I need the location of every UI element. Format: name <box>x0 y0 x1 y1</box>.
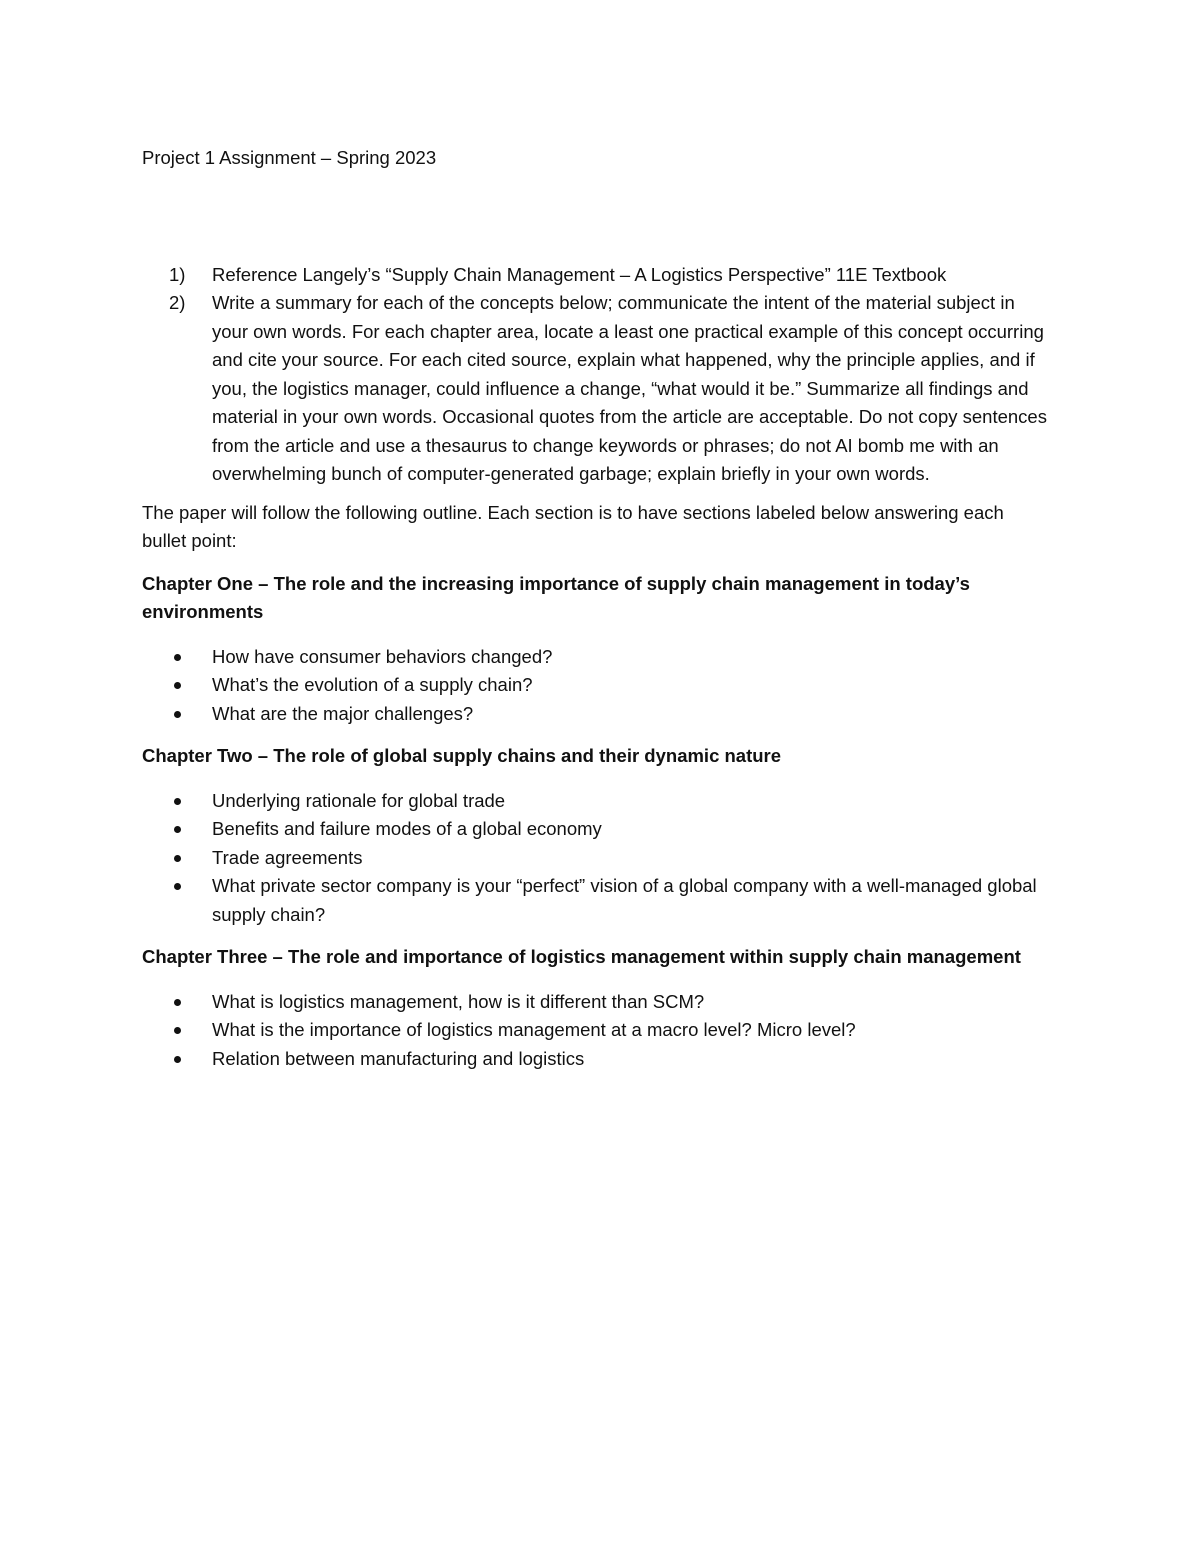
bullet-item <box>142 872 1052 929</box>
bullet-item <box>142 671 1052 700</box>
instructions-list <box>142 261 1052 489</box>
chapter-bullets <box>142 988 1052 1074</box>
instruction-number: 1) <box>169 263 186 285</box>
bullet-text: What is the importance of logistics management at a macro level? Micro level? <box>212 1019 856 1040</box>
chapter-bullets <box>142 643 1052 729</box>
bullet-item <box>142 787 1052 816</box>
bullet-dot-icon <box>174 883 181 890</box>
instruction-item <box>142 289 1052 489</box>
bullet-text: What private sector company is your “perfect” vision of a global company with a well-managed global supply chain? <box>212 875 1037 925</box>
chapter-bullets <box>142 787 1052 930</box>
chapter-two-section <box>142 742 1052 929</box>
document-body <box>142 144 1052 1087</box>
chapter-one-section <box>142 570 1052 729</box>
bullet-item <box>142 700 1052 729</box>
bullet-item <box>142 643 1052 672</box>
bullet-dot-icon <box>174 798 181 805</box>
bullet-text: Benefits and failure modes of a global economy <box>212 818 602 839</box>
bullet-dot-icon <box>174 999 181 1006</box>
chapter-heading: Chapter Three – The role and importance of logistics management within supply chain management <box>142 946 1021 967</box>
bullet-text: Underlying rationale for global trade <box>212 789 506 811</box>
bullet-dot-icon <box>174 654 181 661</box>
document-title: Project 1 Assignment – Spring 2023 <box>142 147 437 168</box>
bullet-dot-icon <box>174 682 181 689</box>
bullet-item <box>142 1016 1052 1045</box>
bullet-text: What is logistics management, how is it different than SCM? <box>212 990 705 1012</box>
bullet-item <box>142 844 1052 873</box>
bullet-text: Trade agreements <box>212 846 363 868</box>
bullet-dot-icon <box>174 1027 181 1034</box>
bullet-dot-icon <box>174 855 181 862</box>
bullet-dot-icon <box>174 711 181 718</box>
instruction-text: Write a summary for each of the concepts below; communicate the intent of the material subject in your own words. For each chapter area, locate a least one practical example of this concept occurring and cite your source. For each cited source, explain what happened, why the principle applies, and if you, the logistics manager, could influence a change, “what would it be.” Summarize all findings and material in your own words. Occasional quotes from the article are acceptable. Do not copy sentences from the article and use a thesaurus to change keywords or phrases; do not AI bomb me with an overwhelming bunch of computer-generated garbage; explain briefly in your own words. <box>212 292 1047 484</box>
bullet-text: How have consumer behaviors changed? <box>212 645 553 667</box>
chapter-three-section <box>142 943 1052 1073</box>
bullet-dot-icon <box>174 1056 181 1063</box>
instruction-text: Reference Langely’s “Supply Chain Management – A Logistics Perspective” 11E Textbook <box>212 263 947 285</box>
bullet-item <box>142 1045 1052 1074</box>
bullet-text: What are the major challenges? <box>212 702 474 724</box>
chapter-heading: Chapter Two – The role of global supply chains and their dynamic nature <box>142 745 782 766</box>
instruction-item <box>142 261 1052 290</box>
bullet-item <box>142 988 1052 1017</box>
instruction-number: 2) <box>169 292 186 313</box>
chapter-heading: Chapter One – The role and the increasing importance of supply chain management in today’s environments <box>142 572 970 622</box>
bullet-text: What’s the evolution of a supply chain? <box>212 674 533 695</box>
bullet-item <box>142 815 1052 844</box>
bullet-text: Relation between manufacturing and logistics <box>212 1047 585 1069</box>
outline-intro: The paper will follow the following outline. Each section is to have sections labeled below answering each bullet point: <box>142 501 1004 551</box>
bullet-dot-icon <box>174 826 181 833</box>
